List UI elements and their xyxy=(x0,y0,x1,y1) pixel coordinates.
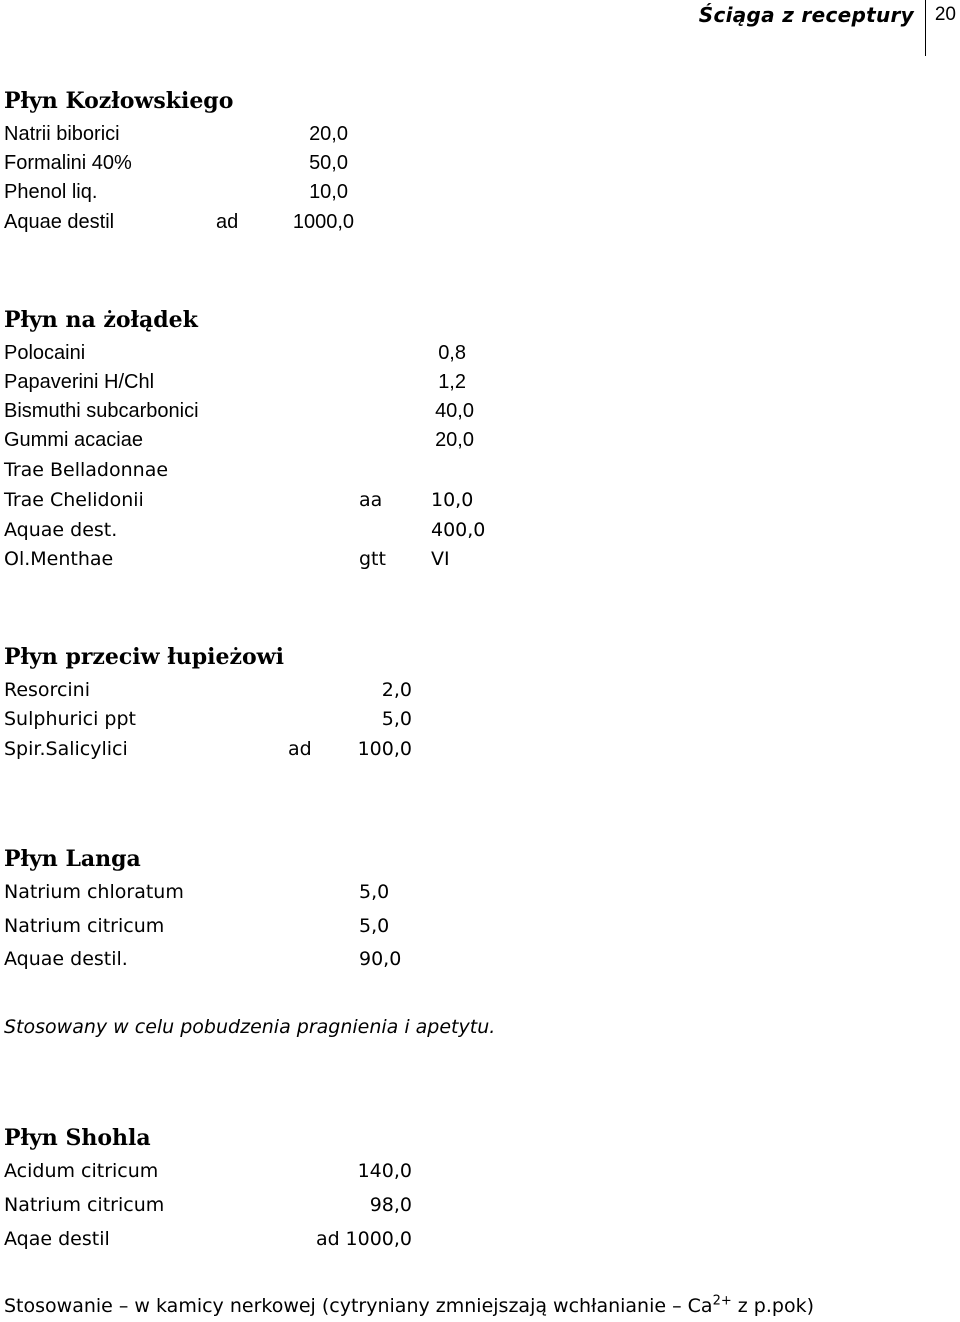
ingredient-amount: 1000,0 xyxy=(292,211,354,233)
ingredient-name: Gummi acaciae xyxy=(4,429,143,451)
ingredient-amount: VI xyxy=(431,548,450,570)
ingredient-name: Natrium chloratum xyxy=(4,881,184,903)
ingredient-qualifier: ad xyxy=(216,211,239,233)
ingredient-amount: 5,0 xyxy=(359,881,390,903)
ingredient-amount: 0,8 xyxy=(438,342,466,364)
ingredient-name: Phenol liq. xyxy=(4,181,98,203)
ingredient-amount: 90,0 xyxy=(359,948,402,970)
ingredient-name: Papaverini H/Chl xyxy=(4,371,155,393)
page-number: 20 xyxy=(934,4,956,25)
ingredient-name: Resorcini xyxy=(4,679,91,701)
ingredient-name: Trae Belladonnae xyxy=(4,459,169,481)
ingredient-amount: 40,0 xyxy=(435,400,474,422)
ingredient-qualifier: aa xyxy=(359,489,383,511)
ingredient-name: Aqae destil xyxy=(4,1228,110,1250)
ingredient-qualifier: ad xyxy=(316,1228,340,1250)
ingredient-amount: 20,0 xyxy=(309,123,348,145)
ingredient-amount: 2,0 xyxy=(381,679,412,701)
header-title: Ściąga z receptury xyxy=(698,3,914,27)
note-text: Stosowanie – w kamicy nerkowej (cytryniany zmniejszają wchłanianie – Ca xyxy=(4,1295,713,1317)
ingredient-amount: 50,0 xyxy=(309,152,348,174)
ingredient-name: Natrium citricum xyxy=(4,1194,165,1216)
ingredient-amount: 5,0 xyxy=(359,915,390,937)
ingredient-name: Ol.Menthae xyxy=(4,548,114,570)
recipe-title: Płyn na żołądek xyxy=(4,307,198,333)
ingredient-amount: 1000,0 xyxy=(345,1228,412,1250)
ingredient-amount: 1,2 xyxy=(438,371,466,393)
ingredient-qualifier: gtt xyxy=(359,548,386,570)
ingredient-name: Natrium citricum xyxy=(4,915,165,937)
page-header xyxy=(0,0,960,56)
note-text-end: z p.pok) xyxy=(731,1295,814,1317)
ingredient-qualifier: ad xyxy=(288,738,312,760)
ingredient-amount: 10,0 xyxy=(309,181,348,203)
ingredient-name: Polocaini xyxy=(4,342,86,364)
ingredient-amount: 400,0 xyxy=(431,519,486,541)
ingredient-amount: 140,0 xyxy=(357,1160,412,1182)
recipe-title: Płyn Kozłowskiego xyxy=(4,88,234,114)
ingredient-amount: 98,0 xyxy=(369,1194,412,1216)
ingredient-name: Formalini 40% xyxy=(4,152,132,174)
ingredient-amount: 5,0 xyxy=(381,708,412,730)
ingredient-name: Spir.Salicylici xyxy=(4,738,128,760)
header-divider xyxy=(925,0,926,56)
ingredient-name: Aquae destil xyxy=(4,211,115,233)
recipe-title: Płyn Langa xyxy=(4,846,141,872)
note-superscript: 2+ xyxy=(712,1293,732,1309)
ingredient-name: Aquae dest. xyxy=(4,519,118,541)
ingredient-name: Bismuthi subcarbonici xyxy=(4,400,199,422)
ingredient-name: Sulphurici ppt xyxy=(4,708,136,730)
ingredient-name: Acidum citricum xyxy=(4,1160,159,1182)
ingredient-name: Aquae destil. xyxy=(4,948,128,970)
ingredient-amount: 20,0 xyxy=(435,429,474,451)
recipe-note: Stosowany w celu pobudzenia pragnienia i apetytu. xyxy=(4,1016,496,1038)
recipe-title: Płyn Shohla xyxy=(4,1125,151,1151)
ingredient-name: Trae Chelidonii xyxy=(4,489,144,511)
ingredient-name: Natrii biborici xyxy=(4,123,120,145)
recipe-note xyxy=(4,1295,814,1317)
ingredient-amount: 10,0 xyxy=(431,489,474,511)
ingredient-amount: 100,0 xyxy=(357,738,412,760)
recipe-title: Płyn przeciw łupieżowi xyxy=(4,644,284,670)
